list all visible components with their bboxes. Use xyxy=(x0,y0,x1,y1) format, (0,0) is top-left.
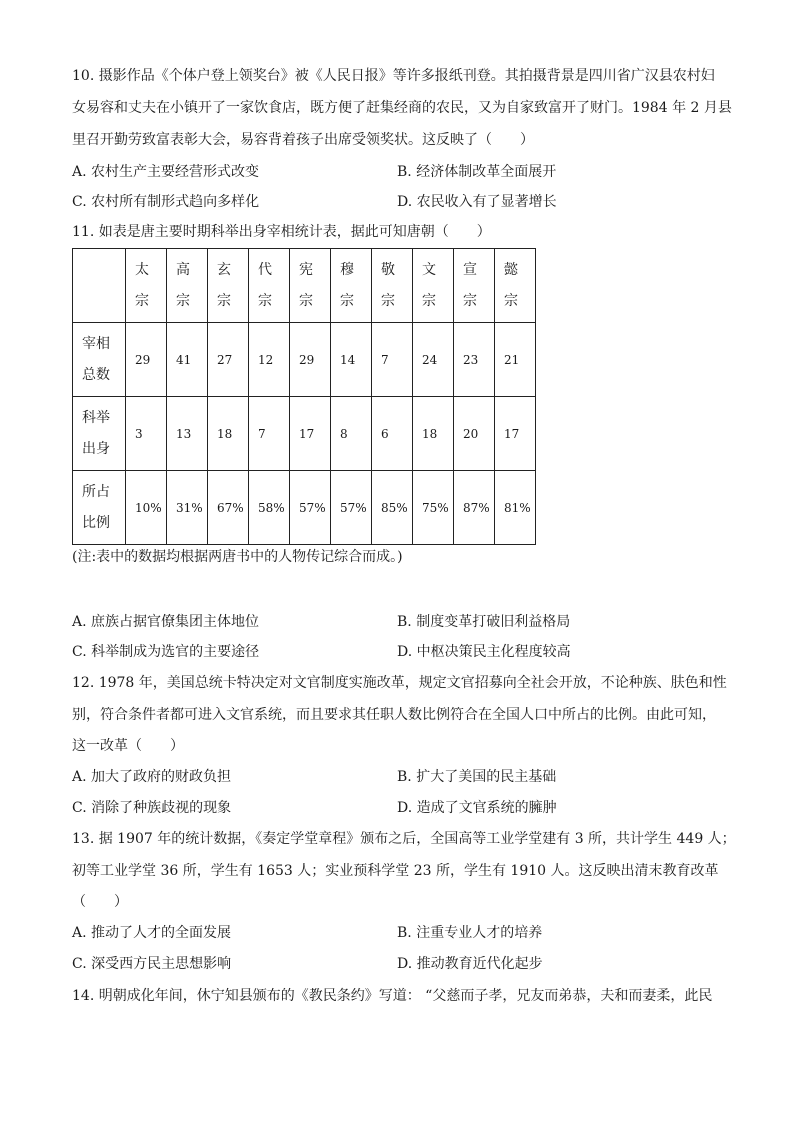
table-col-header: 穆 宗 xyxy=(331,249,372,323)
table-row-label: 科举 出身 xyxy=(73,397,126,471)
table-cell: 17 xyxy=(290,397,331,471)
table-cell: 85% xyxy=(372,471,413,545)
table-cell: 12 xyxy=(249,323,290,397)
q13-option-d: D. 推动教育近代化起步 xyxy=(397,956,543,972)
table-cell: 87% xyxy=(454,471,495,545)
q13-stem-line-3: （ ） xyxy=(72,894,128,910)
chancellor-statistics-table xyxy=(72,248,536,545)
table-cell: 29 xyxy=(290,323,331,397)
q11-option-a: A. 庶族占据官僚集团主体地位 xyxy=(72,614,260,630)
table-col-header: 宪 宗 xyxy=(290,249,331,323)
q12-option-c: C. 消除了种族歧视的现象 xyxy=(72,800,232,816)
q11-option-c: C. 科举制成为选官的主要途径 xyxy=(72,644,260,660)
q10-option-a: A. 农村生产主要经营形式改变 xyxy=(72,164,260,180)
table-cell: 67% xyxy=(208,471,249,545)
table-corner-cell xyxy=(73,249,126,323)
table-cell: 58% xyxy=(249,471,290,545)
q13-option-b: B. 注重专业人才的培养 xyxy=(397,925,543,941)
table-cell: 57% xyxy=(331,471,372,545)
table-col-header: 文 宗 xyxy=(413,249,454,323)
table-cell: 41 xyxy=(167,323,208,397)
table-col-header: 宣 宗 xyxy=(454,249,495,323)
q10-option-c: C. 农村所有制形式趋向多样化 xyxy=(72,194,260,210)
q10-option-b: B. 经济体制改革全面展开 xyxy=(397,164,557,180)
q10-stem-line-1: 10. 摄影作品《个体户登上领奖台》被《人民日报》等许多报纸刊登。其拍摄背景是四川省广汉县农村妇 xyxy=(72,68,715,84)
table-cell: 10% xyxy=(126,471,167,545)
table-col-header: 懿 宗 xyxy=(495,249,536,323)
q11-stem: 11. 如表是唐主要时期科举出身宰相统计表，据此可知唐朝（ ） xyxy=(72,224,491,240)
q10-stem-line-3: 里召开勤劳致富表彰大会，易容背着孩子出席受领奖状。这反映了（ ） xyxy=(72,132,534,148)
q11-option-b: B. 制度变革打破旧利益格局 xyxy=(397,614,571,630)
table-row-label: 宰相 总数 xyxy=(73,323,126,397)
table-col-header: 代 宗 xyxy=(249,249,290,323)
q11-table-note: (注:表中的数据均根据两唐书中的人物传记综合而成。) xyxy=(72,549,403,565)
q12-option-a: A. 加大了政府的财政负担 xyxy=(72,769,232,785)
q12-stem-line-2: 别，符合条件者都可进入文官系统，而且要求其任职人数比例符合在全国人口中所占的比例。由此可知， xyxy=(72,707,716,723)
table-col-header: 敬 宗 xyxy=(372,249,413,323)
q13-option-c: C. 深受西方民主思想影响 xyxy=(72,956,232,972)
table-cell: 18 xyxy=(413,397,454,471)
table-cell: 20 xyxy=(454,397,495,471)
q12-stem-line-3: 这一改革（ ） xyxy=(72,738,184,754)
table-cell: 8 xyxy=(331,397,372,471)
table-cell: 81% xyxy=(495,471,536,545)
table-cell: 18 xyxy=(208,397,249,471)
table-cell: 3 xyxy=(126,397,167,471)
table-cell: 6 xyxy=(372,397,413,471)
table-cell: 7 xyxy=(249,397,290,471)
table-cell: 23 xyxy=(454,323,495,397)
table-row xyxy=(73,397,536,471)
table-row xyxy=(73,471,536,545)
table-cell: 29 xyxy=(126,323,167,397)
table-col-header: 高 宗 xyxy=(167,249,208,323)
q13-option-a: A. 推动了人才的全面发展 xyxy=(72,925,232,941)
q11-option-d: D. 中枢决策民主化程度较高 xyxy=(397,644,571,660)
q14-stem-line-1: 14. 明朝成化年间，休宁知县颁布的《教民条约》写道： “父慈而子孝，兄友而弟恭，夫和而妻柔，此民 xyxy=(72,988,713,1004)
table-cell: 21 xyxy=(495,323,536,397)
q12-stem-line-1: 12. 1978 年，美国总统卡特决定对文官制度实施改革，规定文官招募向全社会开放，不论种族、肤色和性 xyxy=(72,675,727,691)
table-row-label: 所占 比例 xyxy=(73,471,126,545)
table-cell: 13 xyxy=(167,397,208,471)
q12-option-b: B. 扩大了美国的民主基础 xyxy=(397,769,557,785)
table-col-header: 玄 宗 xyxy=(208,249,249,323)
table-cell: 17 xyxy=(495,397,536,471)
table-header-row xyxy=(73,249,536,323)
q10-option-d: D. 农民收入有了显著增长 xyxy=(397,194,557,210)
table-cell: 14 xyxy=(331,323,372,397)
q12-option-d: D. 造成了文官系统的臃肿 xyxy=(397,800,557,816)
table-cell: 31% xyxy=(167,471,208,545)
q10-stem-line-2: 女易容和丈夫在小镇开了一家饮食店，既方便了赶集经商的农民，又为自家致富开了财门。1984 年 2 月县 xyxy=(72,100,732,116)
table-cell: 57% xyxy=(290,471,331,545)
table-cell: 7 xyxy=(372,323,413,397)
table-cell: 75% xyxy=(413,471,454,545)
table-col-header: 太 宗 xyxy=(126,249,167,323)
q13-stem-line-1: 13. 据 1907 年的统计数据，《奏定学堂章程》颁布之后，全国高等工业学堂建有 3 所，共计学生 449 人； xyxy=(72,831,736,847)
q13-stem-line-2: 初等工业学堂 36 所，学生有 1653 人；实业预科学堂 23 所，学生有 1910 人。这反映出清末教育改革 xyxy=(72,863,719,879)
table-cell: 24 xyxy=(413,323,454,397)
table-row xyxy=(73,323,536,397)
table-cell: 27 xyxy=(208,323,249,397)
